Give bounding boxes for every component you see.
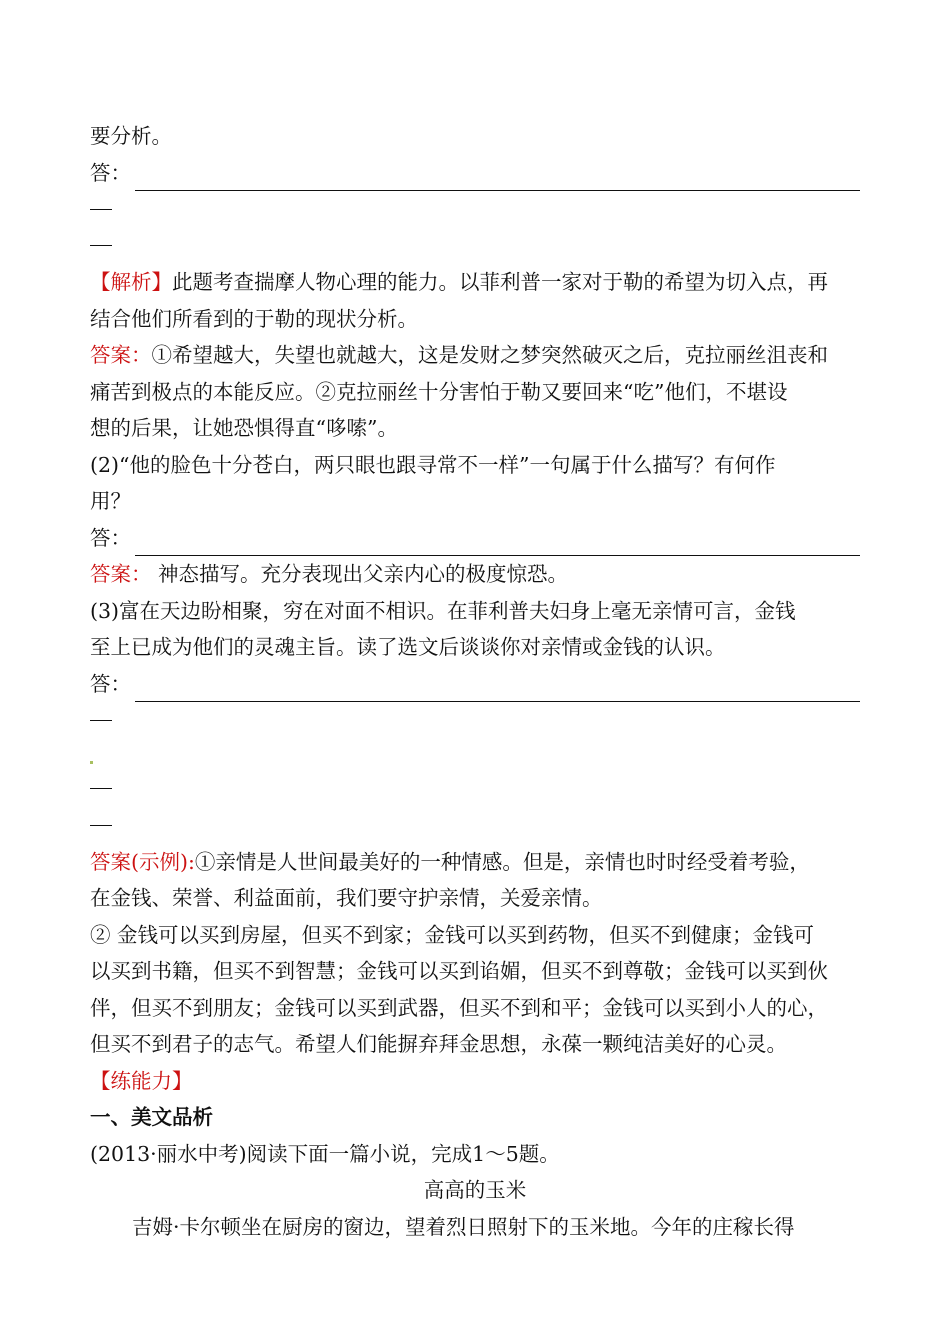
answer-label: 答： bbox=[90, 160, 131, 185]
blank-dash bbox=[90, 228, 860, 265]
text-line: ② 金钱可以买到房屋，但买不到家；金钱可以买到药物，但买不到健康；金钱可 bbox=[90, 922, 815, 947]
blank-dash bbox=[90, 771, 860, 808]
answer-underline bbox=[135, 529, 860, 556]
text-line: 伴，但买不到朋友；金钱可以买到武器，但买不到和平；金钱可以买到小人的心， bbox=[90, 995, 828, 1020]
question-line: (3)富在天边盼相聚，穷在对面不相识。在菲利普夫妇身上毫无亲情可言，金钱 bbox=[90, 598, 796, 623]
section-practice-heading: 【练能力】 bbox=[90, 1068, 193, 1093]
answer-tag: 答案： bbox=[90, 562, 152, 586]
answer-tag: 答案： bbox=[90, 343, 152, 367]
spacer bbox=[90, 739, 860, 771]
answer-blank bbox=[90, 520, 860, 557]
source-line: (2013·丽水中考)阅读下面一篇小说，完成1～5题。 bbox=[90, 1141, 560, 1166]
text-line: 痛苦到极点的本能反应。②克拉丽丝十分害怕于勒又要回来“吃”他们，不堪设 bbox=[90, 379, 788, 404]
answer-line: 答案：①希望越大，失望也就越大，这是发财之梦突然破灭之后，克拉丽丝沮丧和 bbox=[90, 343, 828, 367]
document-body bbox=[90, 118, 860, 1245]
question-line: (2)“他的脸色十分苍白，两只眼也跟寻常不一样”一句属于什么描写？有何作 bbox=[90, 452, 776, 477]
question-line: 用？ bbox=[90, 489, 131, 513]
speck-dot bbox=[90, 761, 93, 764]
text-line: 以买到书籍，但买不到智慧；金钱可以买到谄媚，但买不到尊敬；金钱可以买到伙 bbox=[90, 959, 828, 983]
answer-line: 答案(示例):①亲情是人世间最美好的一种情感。但是，亲情也时时经受着考验， bbox=[90, 849, 810, 874]
analysis-label: 【解析】 bbox=[90, 270, 172, 294]
answer-label: 答： bbox=[90, 671, 131, 696]
answer-underline bbox=[135, 675, 860, 702]
blank-dash bbox=[90, 702, 860, 739]
answer-blank bbox=[90, 155, 860, 192]
text-line: 在金钱、荣誉、利益面前，我们要守护亲情，关爱亲情。 bbox=[90, 886, 603, 910]
question-line: 至上已成为他们的灵魂主旨。读了选文后谈谈你对亲情或金钱的认识。 bbox=[90, 635, 726, 659]
story-paragraph: 吉姆·卡尔顿坐在厨房的窗边，望着烈日照射下的玉米地。今年的庄稼长得 bbox=[132, 1214, 795, 1239]
text-line: 结合他们所看到的于勒的现状分析。 bbox=[90, 306, 418, 331]
section-heading: 一、美文品析 bbox=[90, 1105, 213, 1129]
text-line: 想的后果，让她恐惧得直“哆嗦”。 bbox=[90, 416, 398, 440]
answer-example-tag: 答案(示例): bbox=[90, 849, 195, 874]
blank-dash bbox=[90, 191, 860, 228]
analysis-line: 【解析】此题考查揣摩人物心理的能力。以菲利普一家对于勒的希望为切入点，再 bbox=[90, 270, 828, 294]
text-line: 要分析。 bbox=[90, 124, 172, 148]
text-line: 但买不到君子的志气。希望人们能摒弃拜金思想，永葆一颗纯洁美好的心灵。 bbox=[90, 1032, 787, 1056]
answer-underline bbox=[135, 164, 860, 191]
blank-dash bbox=[90, 807, 860, 844]
story-title: 高高的玉米 bbox=[423, 1178, 527, 1202]
answer-line: 答案： 神态描写。充分表现出父亲内心的极度惊恐。 bbox=[90, 562, 569, 586]
answer-label: 答： bbox=[90, 525, 131, 550]
answer-blank bbox=[90, 666, 860, 703]
